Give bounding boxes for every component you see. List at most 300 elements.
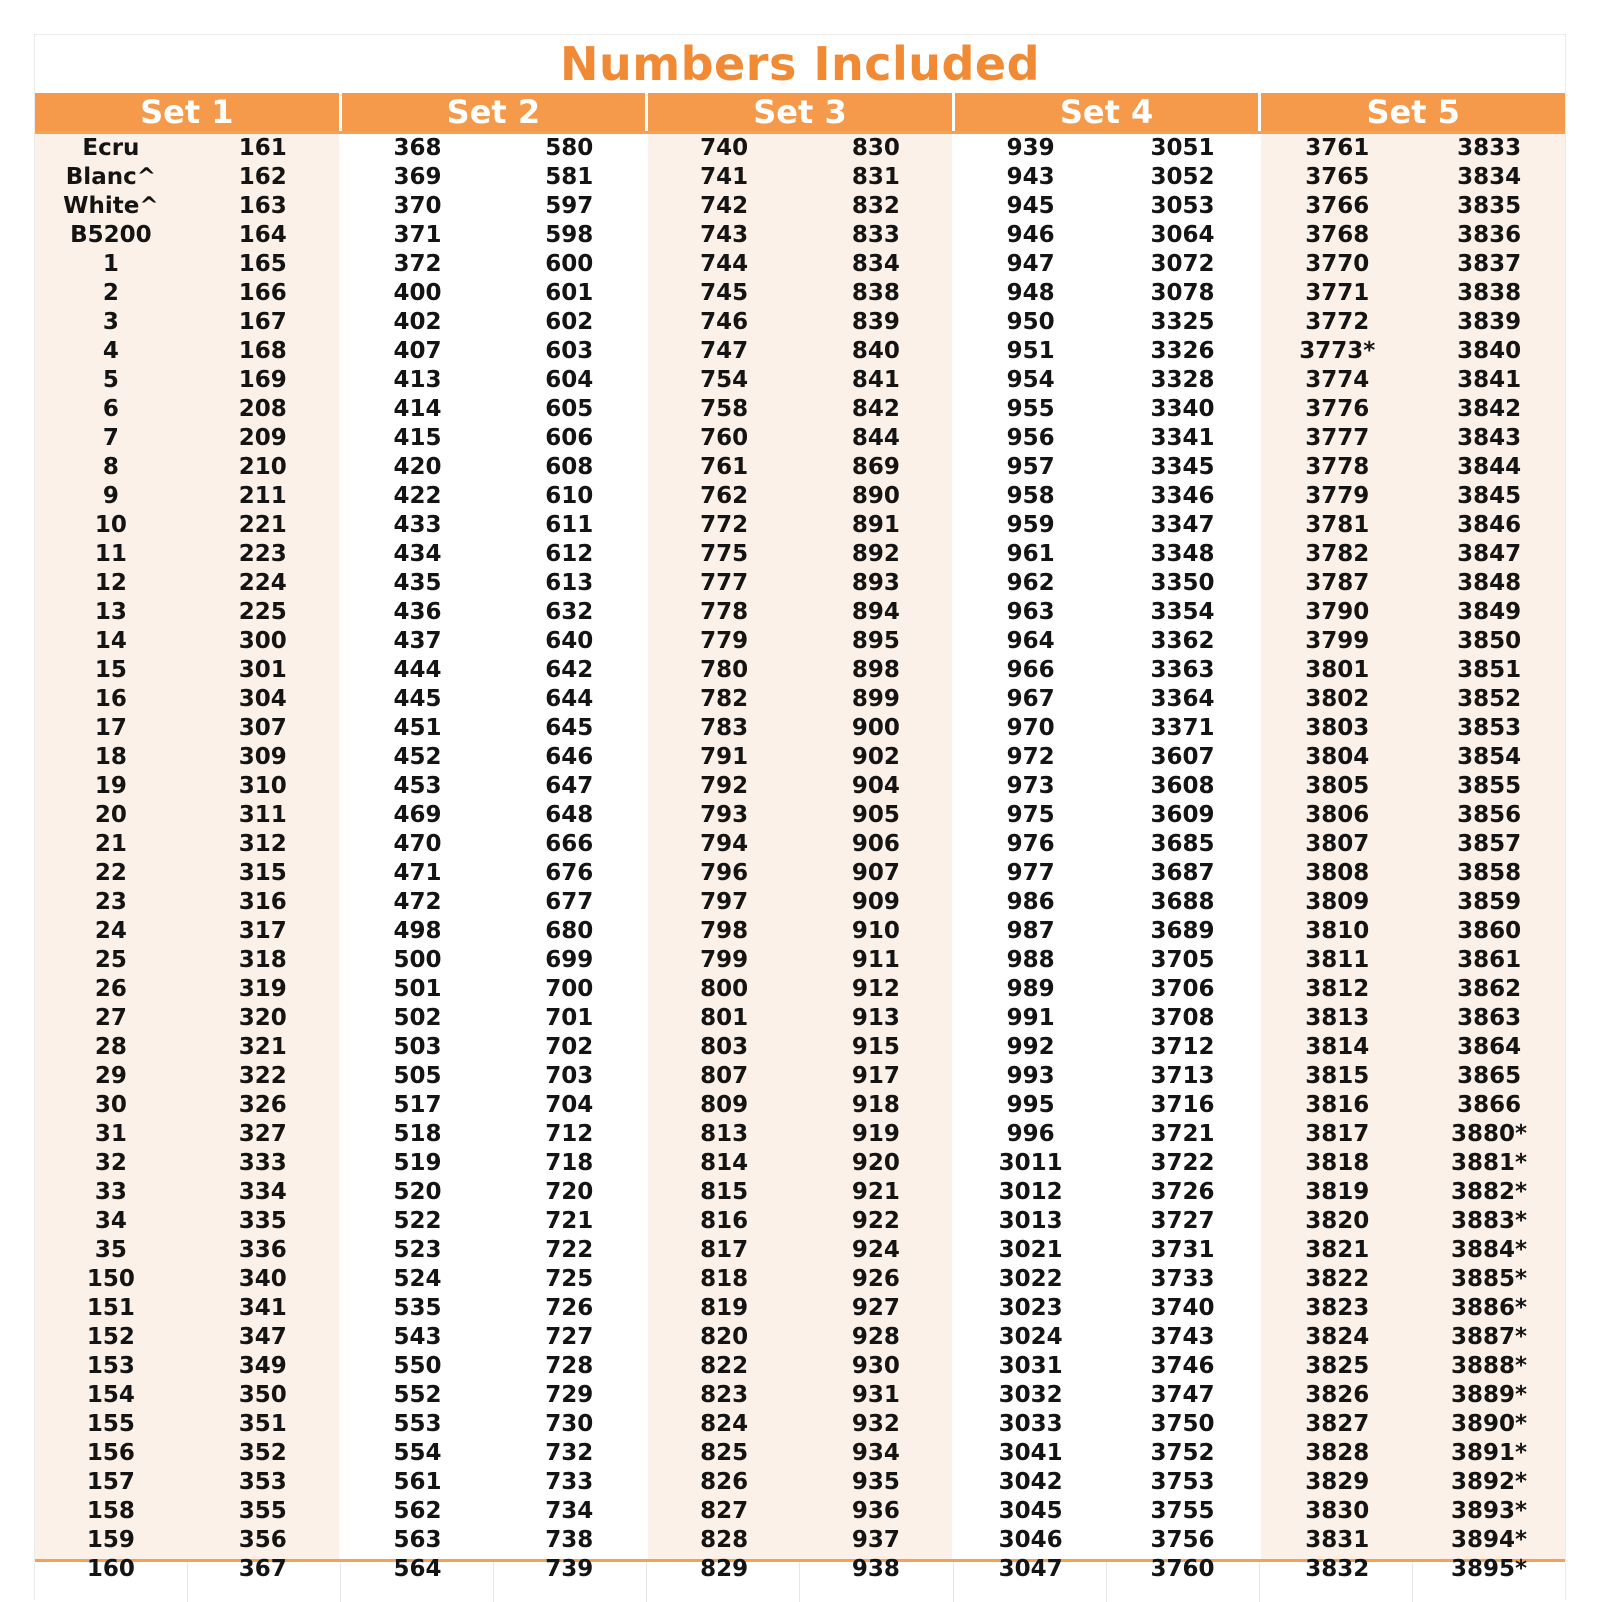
number-cell: 800 [700, 976, 749, 1002]
number-cell: 168 [238, 338, 287, 364]
number-cell: 3766 [1305, 193, 1370, 219]
number-cell: 987 [1006, 918, 1055, 944]
number-cell: 611 [545, 512, 594, 538]
number-cell: 741 [700, 164, 749, 190]
number-cell: 3708 [1150, 1005, 1215, 1031]
number-cell: 3706 [1150, 976, 1215, 1002]
number-cell: 3835 [1457, 193, 1522, 219]
number-cell: 779 [700, 628, 749, 654]
number-cell: 801 [700, 1005, 749, 1031]
number-cell: 28 [94, 1034, 127, 1060]
number-cell: 352 [238, 1440, 287, 1466]
number-cell: 351 [238, 1411, 287, 1437]
number-cell: 368 [393, 135, 442, 161]
number-cell: 712 [545, 1121, 594, 1147]
number-cell: 976 [1006, 831, 1055, 857]
set-5-column [1261, 134, 1565, 1582]
number-cell: 3760 [1150, 1556, 1215, 1582]
number-cell: 304 [238, 686, 287, 712]
number-cell: 3765 [1305, 164, 1370, 190]
number-cell: 3881* [1451, 1150, 1528, 1176]
number-cell: 498 [393, 918, 442, 944]
number-cell: 320 [238, 1005, 287, 1031]
empty-grid-cell [647, 1562, 800, 1602]
number-cell: 563 [393, 1527, 442, 1553]
number-cell: 3078 [1150, 280, 1215, 306]
number-cell: 3801 [1305, 657, 1370, 683]
number-cell: 158 [86, 1498, 135, 1524]
number-cell: 817 [700, 1237, 749, 1263]
number-cell: 3858 [1457, 860, 1522, 886]
number-cell: 725 [545, 1266, 594, 1292]
number-cell: 312 [238, 831, 287, 857]
number-cell: 307 [238, 715, 287, 741]
number-cell: 3844 [1457, 454, 1522, 480]
number-cell: 946 [1006, 222, 1055, 248]
number-cell: 647 [545, 773, 594, 799]
number-cell: 3817 [1305, 1121, 1370, 1147]
number-cell: 300 [238, 628, 287, 654]
number-cell: 792 [700, 773, 749, 799]
empty-grid-cell [800, 1562, 953, 1602]
number-cell: 433 [393, 512, 442, 538]
number-cell: 743 [700, 222, 749, 248]
number-cell: 155 [86, 1411, 135, 1437]
number-cell: 782 [700, 686, 749, 712]
number-cell: 830 [851, 135, 900, 161]
number-cell: 163 [238, 193, 287, 219]
set-3-subcolumn-2 [800, 134, 952, 1582]
number-cell: 986 [1006, 889, 1055, 915]
number-cell: 3340 [1150, 396, 1215, 422]
number-cell: 2 [102, 280, 119, 306]
number-cell: 838 [851, 280, 900, 306]
number-cell: 3779 [1305, 483, 1370, 509]
number-cell: 902 [851, 744, 900, 770]
number-cell: 151 [86, 1295, 135, 1321]
number-cell: 772 [700, 512, 749, 538]
number-cell: 824 [700, 1411, 749, 1437]
number-cell: 32 [94, 1150, 127, 1176]
number-cell: 922 [851, 1208, 900, 1234]
number-cell: 996 [1006, 1121, 1055, 1147]
number-cell: 21 [94, 831, 127, 857]
empty-grid-cell [35, 1562, 188, 1602]
number-cell: 3821 [1305, 1237, 1370, 1263]
number-cell: 3838 [1457, 280, 1522, 306]
number-cell: 3829 [1305, 1469, 1370, 1495]
number-cell: 831 [851, 164, 900, 190]
number-cell: 3863 [1457, 1005, 1522, 1031]
number-cell: 991 [1006, 1005, 1055, 1031]
number-cell: 754 [700, 367, 749, 393]
empty-grid-cell [954, 1562, 1107, 1602]
number-cell: 420 [393, 454, 442, 480]
number-cell: 977 [1006, 860, 1055, 886]
number-cell: 951 [1006, 338, 1055, 364]
number-cell: 3826 [1305, 1382, 1370, 1408]
number-cell: 3856 [1457, 802, 1522, 828]
number-cell: 898 [851, 657, 900, 683]
number-cell: 166 [238, 280, 287, 306]
number-cell: 552 [393, 1382, 442, 1408]
set-1-subcolumn-2 [187, 134, 339, 1582]
number-cell: 3072 [1150, 251, 1215, 277]
number-cell: 524 [393, 1266, 442, 1292]
number-cell: 311 [238, 802, 287, 828]
number-cell: 3828 [1305, 1440, 1370, 1466]
number-cell: 3022 [998, 1266, 1063, 1292]
number-cell: 613 [545, 570, 594, 596]
number-cell: 561 [393, 1469, 442, 1495]
number-cell: 3816 [1305, 1092, 1370, 1118]
number-cell: 3782 [1305, 541, 1370, 567]
number-cell: 601 [545, 280, 594, 306]
set-3-header: Set 3 [648, 93, 955, 131]
number-cell: 943 [1006, 164, 1055, 190]
number-cell: 3687 [1150, 860, 1215, 886]
number-cell: 993 [1006, 1063, 1055, 1089]
number-cell: 964 [1006, 628, 1055, 654]
number-cell: 3861 [1457, 947, 1522, 973]
number-cell: 799 [700, 947, 749, 973]
number-cell: 3350 [1150, 570, 1215, 596]
number-cell: 816 [700, 1208, 749, 1234]
number-cell: 554 [393, 1440, 442, 1466]
number-cell: 3774 [1305, 367, 1370, 393]
number-cell: 3032 [998, 1382, 1063, 1408]
number-cell: 25 [94, 947, 127, 973]
number-cell: 739 [545, 1556, 594, 1582]
number-cell: 666 [545, 831, 594, 857]
number-cell: 519 [393, 1150, 442, 1176]
number-cell: 221 [238, 512, 287, 538]
number-cell: 3776 [1305, 396, 1370, 422]
number-cell: 900 [851, 715, 900, 741]
number-cell: 30 [94, 1092, 127, 1118]
number-cell: 3799 [1305, 628, 1370, 654]
number-cell: 3846 [1457, 512, 1522, 538]
number-cell: 356 [238, 1527, 287, 1553]
number-cell: 3891* [1451, 1440, 1528, 1466]
number-cell: 580 [545, 135, 594, 161]
number-cell: 813 [700, 1121, 749, 1147]
number-cell: 326 [238, 1092, 287, 1118]
number-cell: 535 [393, 1295, 442, 1321]
number-cell: 3825 [1305, 1353, 1370, 1379]
number-cell: 161 [238, 135, 287, 161]
number-cell: 809 [700, 1092, 749, 1118]
number-cell: 738 [545, 1527, 594, 1553]
number-cell: 581 [545, 164, 594, 190]
number-cell: 819 [700, 1295, 749, 1321]
number-cell: 648 [545, 802, 594, 828]
number-cell: 699 [545, 947, 594, 973]
number-cell: 677 [545, 889, 594, 915]
number-cell: 829 [700, 1556, 749, 1582]
number-cell: 3727 [1150, 1208, 1215, 1234]
set-4-subcolumn-2 [1107, 134, 1259, 1582]
empty-grid-cell [1260, 1562, 1413, 1602]
number-cell: 334 [238, 1179, 287, 1205]
number-cell: 3023 [998, 1295, 1063, 1321]
number-cell: 3864 [1457, 1034, 1522, 1060]
number-cell: 3051 [1150, 135, 1215, 161]
number-cell: 892 [851, 541, 900, 567]
number-cell: 840 [851, 338, 900, 364]
empty-grid-cell [1107, 1562, 1260, 1602]
number-cell: 721 [545, 1208, 594, 1234]
number-cell: 606 [545, 425, 594, 451]
number-cell: 3787 [1305, 570, 1370, 596]
number-cell: 3880* [1451, 1121, 1528, 1147]
number-cell: 162 [238, 164, 287, 190]
number-cell: 3850 [1457, 628, 1522, 654]
number-cell: 963 [1006, 599, 1055, 625]
number-cell: 893 [851, 570, 900, 596]
number-cell: 3833 [1457, 135, 1522, 161]
number-cell: 726 [545, 1295, 594, 1321]
number-cell: 734 [545, 1498, 594, 1524]
number-cell: 905 [851, 802, 900, 828]
number-cell: 3371 [1150, 715, 1215, 741]
number-cell: 3777 [1305, 425, 1370, 451]
number-cell: 3033 [998, 1411, 1063, 1437]
number-cell: 5 [102, 367, 119, 393]
number-cell: 3326 [1150, 338, 1215, 364]
number-cell: 562 [393, 1498, 442, 1524]
number-cell: 17 [94, 715, 127, 741]
number-cell: 471 [393, 860, 442, 886]
number-cell: 407 [393, 338, 442, 364]
number-cell: 970 [1006, 715, 1055, 741]
number-cell: 937 [851, 1527, 900, 1553]
number-cell: 470 [393, 831, 442, 857]
number-cell: 3803 [1305, 715, 1370, 741]
number-cell: 318 [238, 947, 287, 973]
set-4-column [955, 134, 1262, 1582]
empty-grid-cell [494, 1562, 647, 1602]
number-cell: 825 [700, 1440, 749, 1466]
number-cell: 934 [851, 1440, 900, 1466]
number-cell: 3722 [1150, 1150, 1215, 1176]
number-cell: 3851 [1457, 657, 1522, 683]
number-cell: 3328 [1150, 367, 1215, 393]
number-cell: 3866 [1457, 1092, 1522, 1118]
number-cell: 3346 [1150, 483, 1215, 509]
number-cell: 3804 [1305, 744, 1370, 770]
number-cell: 3809 [1305, 889, 1370, 915]
number-cell: 453 [393, 773, 442, 799]
number-cell: 372 [393, 251, 442, 277]
number-cell: 349 [238, 1353, 287, 1379]
number-cell: 553 [393, 1411, 442, 1437]
number-cell: 917 [851, 1063, 900, 1089]
number-cell: Ecru [82, 135, 140, 161]
set-1-subcolumn-1 [35, 134, 187, 1582]
number-cell: 3842 [1457, 396, 1522, 422]
number-cell: 930 [851, 1353, 900, 1379]
number-cell: 3743 [1150, 1324, 1215, 1350]
number-cell: 3 [102, 309, 119, 335]
number-cell: 720 [545, 1179, 594, 1205]
number-cell: 947 [1006, 251, 1055, 277]
number-cell: 972 [1006, 744, 1055, 770]
number-cell: 945 [1006, 193, 1055, 219]
number-cell: 740 [700, 135, 749, 161]
number-cell: 1 [102, 251, 119, 277]
number-cell: 3733 [1150, 1266, 1215, 1292]
number-cell: 762 [700, 483, 749, 509]
number-cell: 502 [393, 1005, 442, 1031]
number-cell: 505 [393, 1063, 442, 1089]
number-cell: 3042 [998, 1469, 1063, 1495]
number-cell: 3810 [1305, 918, 1370, 944]
number-cell: 3823 [1305, 1295, 1370, 1321]
number-cell: 608 [545, 454, 594, 480]
number-cell: 156 [86, 1440, 135, 1466]
number-cell: 3761 [1305, 135, 1370, 161]
number-cell: 938 [851, 1556, 900, 1582]
number-cell: 165 [238, 251, 287, 277]
number-cell: 3893* [1451, 1498, 1528, 1524]
number-cell: 3824 [1305, 1324, 1370, 1350]
number-cell: 452 [393, 744, 442, 770]
number-cell: 3837 [1457, 251, 1522, 277]
number-cell: 992 [1006, 1034, 1055, 1060]
number-cell: 414 [393, 396, 442, 422]
number-cell: 906 [851, 831, 900, 857]
number-cell: 517 [393, 1092, 442, 1118]
set-1-column [35, 134, 342, 1582]
number-cell: 27 [94, 1005, 127, 1031]
number-cell: 435 [393, 570, 442, 596]
number-cell: 775 [700, 541, 749, 567]
number-cell: 891 [851, 512, 900, 538]
number-cell: 3756 [1150, 1527, 1215, 1553]
number-cell: 451 [393, 715, 442, 741]
number-cell: 3771 [1305, 280, 1370, 306]
number-cell: 3836 [1457, 222, 1522, 248]
number-cell: 3889* [1451, 1382, 1528, 1408]
number-cell: 3852 [1457, 686, 1522, 712]
number-cell: 3855 [1457, 773, 1522, 799]
number-cell: 598 [545, 222, 594, 248]
number-cell: 3348 [1150, 541, 1215, 567]
number-cell: 3013 [998, 1208, 1063, 1234]
number-cell: 640 [545, 628, 594, 654]
number-cell: 703 [545, 1063, 594, 1089]
number-cell: 602 [545, 309, 594, 335]
number-cell: 747 [700, 338, 749, 364]
number-cell: 3752 [1150, 1440, 1215, 1466]
number-cell: 3705 [1150, 947, 1215, 973]
number-cell: 211 [238, 483, 287, 509]
number-cell: 597 [545, 193, 594, 219]
number-cell: 422 [393, 483, 442, 509]
number-cell: 3845 [1457, 483, 1522, 509]
number-cell: 315 [238, 860, 287, 886]
number-cell: 3806 [1305, 802, 1370, 828]
number-cell: 975 [1006, 802, 1055, 828]
number-cell: 10 [94, 512, 127, 538]
empty-grid-cell [341, 1562, 494, 1602]
number-cell: 3347 [1150, 512, 1215, 538]
number-cell: 400 [393, 280, 442, 306]
number-cell: 3811 [1305, 947, 1370, 973]
empty-grid-row [35, 1562, 1565, 1602]
number-cell: 822 [700, 1353, 749, 1379]
number-cell: 3689 [1150, 918, 1215, 944]
number-cell: 3740 [1150, 1295, 1215, 1321]
number-cell: 954 [1006, 367, 1055, 393]
number-cell: 928 [851, 1324, 900, 1350]
number-cell: 523 [393, 1237, 442, 1263]
number-cell: 3865 [1457, 1063, 1522, 1089]
number-cell: 11 [94, 541, 127, 567]
number-cell: 19 [94, 773, 127, 799]
number-cell: 961 [1006, 541, 1055, 567]
set-5-subcolumn-2 [1413, 134, 1565, 1582]
number-cell: 3325 [1150, 309, 1215, 335]
number-cell: 15 [94, 657, 127, 683]
number-cell: White^ [63, 193, 159, 219]
number-cell: 926 [851, 1266, 900, 1292]
number-cell: 834 [851, 251, 900, 277]
number-cell: 3843 [1457, 425, 1522, 451]
number-cell: 347 [238, 1324, 287, 1350]
number-cell: 603 [545, 338, 594, 364]
number-cell: 3895* [1451, 1556, 1528, 1582]
number-cell: 167 [238, 309, 287, 335]
number-cell: 3362 [1150, 628, 1215, 654]
number-cell: 224 [238, 570, 287, 596]
number-cell: 371 [393, 222, 442, 248]
number-cell: B5200 [70, 222, 152, 248]
number-cell: 921 [851, 1179, 900, 1205]
number-cell: 336 [238, 1237, 287, 1263]
number-cell: 911 [851, 947, 900, 973]
number-cell: 3812 [1305, 976, 1370, 1002]
number-cell: 152 [86, 1324, 135, 1350]
number-cell: 604 [545, 367, 594, 393]
number-cell: 3345 [1150, 454, 1215, 480]
number-cell: 370 [393, 193, 442, 219]
number-cell: 778 [700, 599, 749, 625]
number-cell: 956 [1006, 425, 1055, 451]
number-cell: 3021 [998, 1237, 1063, 1263]
number-cell: 844 [851, 425, 900, 451]
number-cell: 444 [393, 657, 442, 683]
number-cell: 367 [238, 1556, 287, 1582]
number-cell: 931 [851, 1382, 900, 1408]
number-cell: 350 [238, 1382, 287, 1408]
number-cell: 730 [545, 1411, 594, 1437]
number-cell: 355 [238, 1498, 287, 1524]
number-cell: 501 [393, 976, 442, 1002]
number-cell: 815 [700, 1179, 749, 1205]
set-4-subcolumn-1 [955, 134, 1107, 1582]
set-1-header: Set 1 [35, 93, 342, 131]
number-cell: 959 [1006, 512, 1055, 538]
number-cell: 744 [700, 251, 749, 277]
number-cell: 3790 [1305, 599, 1370, 625]
set-2-subcolumn-1 [342, 134, 494, 1582]
number-cell: 317 [238, 918, 287, 944]
number-cell: 919 [851, 1121, 900, 1147]
number-cell: 469 [393, 802, 442, 828]
number-cell: 803 [700, 1034, 749, 1060]
